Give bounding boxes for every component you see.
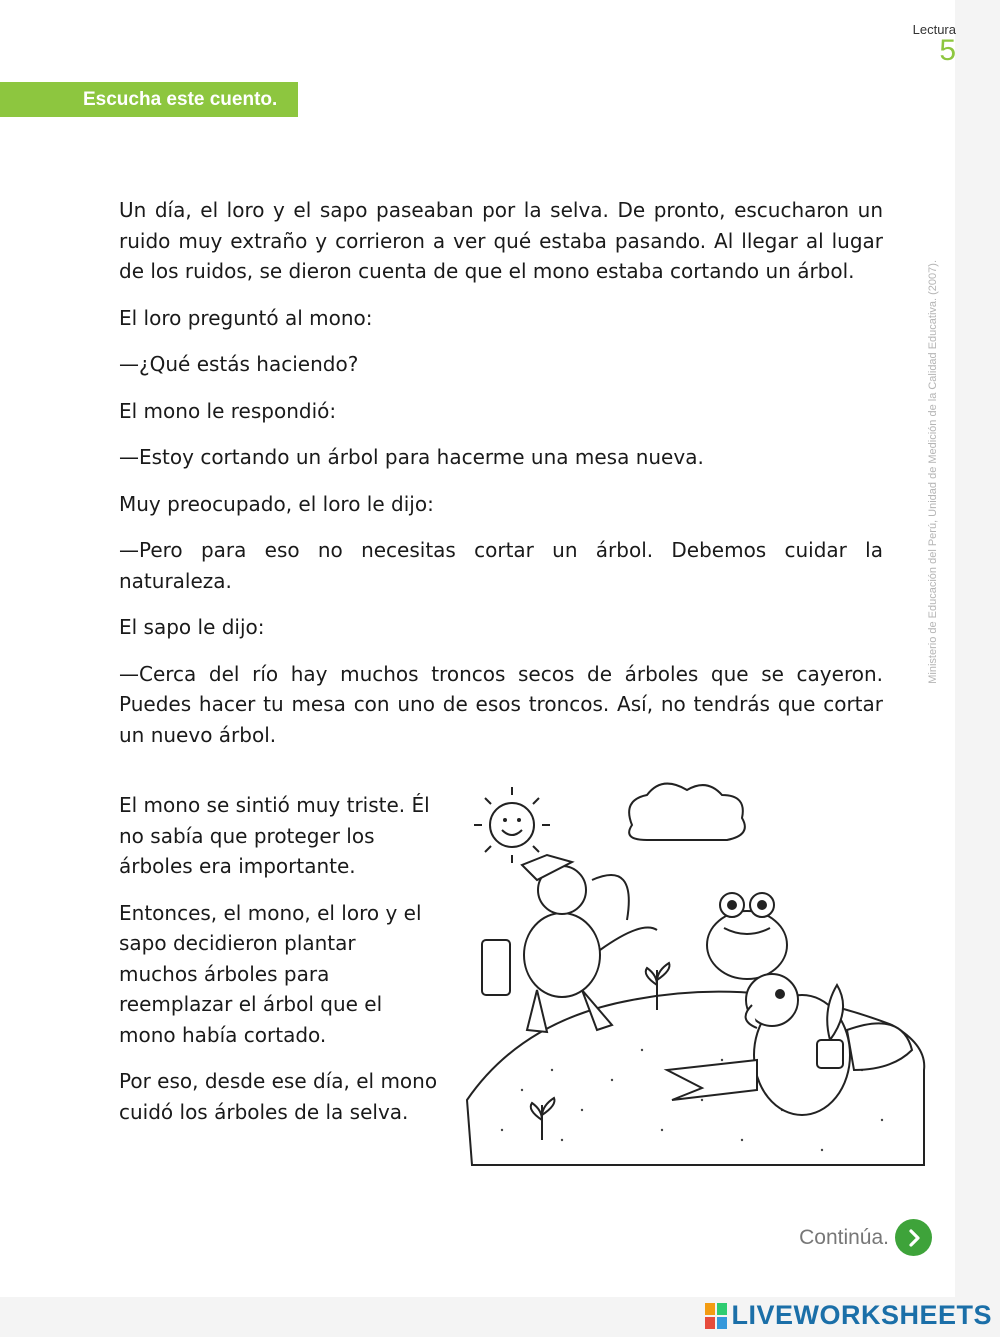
story-paragraph: El mono le respondió:: [119, 398, 337, 423]
story-paragraph: —Pero para eso no necesitas cortar un árbol. Debemos cuidar la naturaleza.: [119, 538, 883, 593]
section-label: Lectura: [912, 22, 956, 37]
frog-drawing: [707, 893, 787, 979]
story-paragraph: El sapo le dijo:: [119, 615, 265, 639]
continue-label: Continúa.: [799, 1225, 889, 1249]
liveworksheets-logo-icon: [705, 1303, 727, 1329]
story-text: [119, 195, 883, 766]
brand-name: LIVEWORKSHEETS: [731, 1300, 992, 1330]
chevron-right-icon: [895, 1219, 932, 1256]
right-margin: [955, 0, 1000, 1300]
story-paragraph: —¿Qué estás haciendo?: [119, 352, 359, 376]
sun-drawing: [474, 787, 550, 863]
top-bar: [0, 0, 1000, 40]
continue-button[interactable]: [799, 1219, 932, 1256]
jungle-animals-illustration: [462, 770, 932, 1170]
story-paragraph: Muy preocupado, el loro le dijo:: [119, 491, 434, 516]
story-paragraph: —Estoy cortando un árbol para hacerme una mesa nueva.: [119, 445, 704, 469]
section-number: 5: [939, 34, 956, 67]
brand-watermark: [705, 1300, 992, 1331]
cloud-drawing: [629, 784, 745, 840]
story-paragraph: —Cerca del río hay muchos troncos secos de árboles que se cayeron. Puedes hacer tu mesa con uno de esos troncos. Así, no tendrás que cortar un nuevo árbol.: [119, 661, 883, 747]
story-paragraph: El mono se sintió muy triste. Él no sabía que proteger los árboles era importante.: [119, 793, 430, 878]
story-paragraph: Un día, el loro y el sapo paseaban por la selva. De pronto, escucharon un ruido muy extraño y corrieron a ver qué estaba pasando. Al llegar al lugar de los ruidos, se dieron cuenta de que el mono estaba cortando un árbol.: [119, 198, 883, 283]
story-paragraph: El loro preguntó al mono:: [119, 305, 373, 330]
source-credit: Ministerio de Educación del Perú, Unidad de Medición de la Calidad Educativa. (2007).: [927, 260, 939, 684]
instruction-banner: Escucha este cuento.: [0, 82, 298, 117]
story-paragraph: Por eso, desde ese día, el mono cuidó los árboles de la selva.: [119, 1069, 438, 1124]
story-ending: [119, 790, 439, 1143]
story-paragraph: Entonces, el mono, el loro y el sapo decidieron plantar muchos árboles para reemplazar el árbol que el mono había cortado.: [119, 900, 422, 1047]
